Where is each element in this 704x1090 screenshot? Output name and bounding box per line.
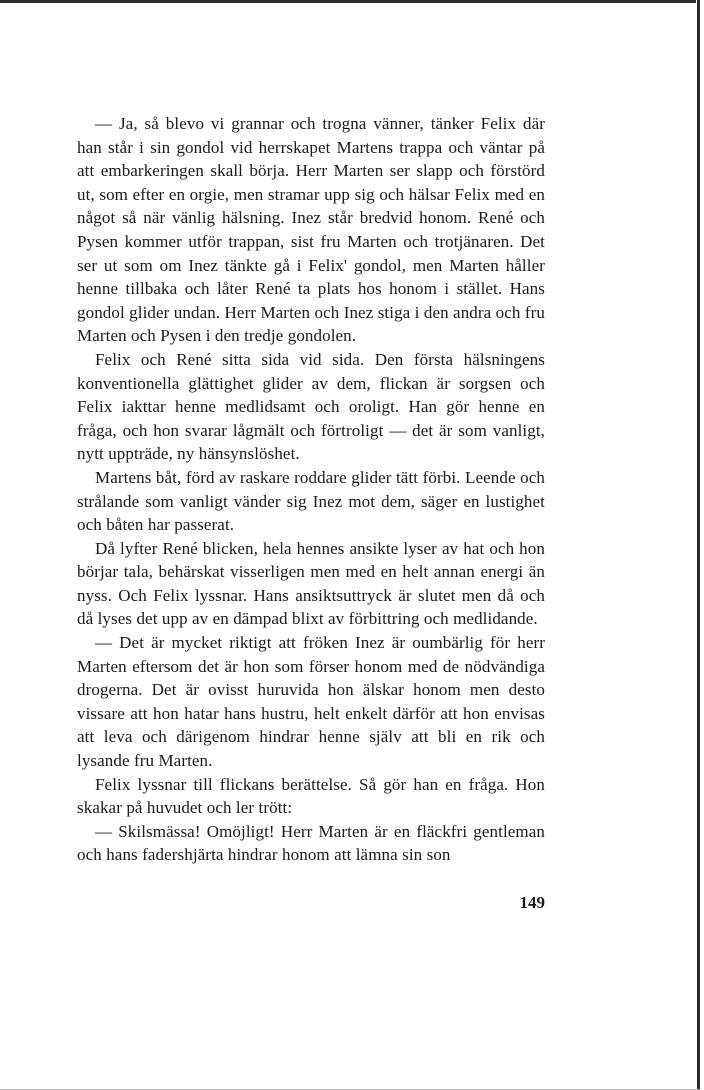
paragraph: Då lyfter René blicken, hela hennes ansikte lyser av hat och hon börjar tala, behärskat visserligen men med en helt annan energi än nyss. Och Felix lyssnar. Hans ansiktsuttryck är slutet men då och då lyses det upp av en dämpad blixt av förbittring och medlidande. bbox=[77, 538, 545, 629]
paragraph: Felix och René sitta sida vid sida. Den första hälsningens konventionella glättighet glider av dem, flickan är sorgsen och Felix iakttar henne medlidsamt och oroligt. Han gör henne en fråga, och hon svarar lågmält och förtroligt — det är som vanligt, nytt uppträde, ny hänsynslöshet. bbox=[77, 349, 545, 464]
paragraph: Felix lyssnar till flickans berättelse. Så gör han en fråga. Hon skakar på huvudet och ler trött: bbox=[77, 774, 545, 818]
body-text bbox=[77, 112, 545, 867]
paragraph: — Skilsmässa! Omöjligt! Herr Marten är en fläckfri gentleman och hans fadershjärta hindrar honom att lämna sin son bbox=[77, 821, 545, 865]
page-number: 149 bbox=[519, 893, 545, 912]
paragraph: — Det är mycket riktigt att fröken Inez är oumbärlig för herr Marten eftersom det är hon som förser honom med de nödvändiga drogerna. Det är ovisst huruvida hon älskar honom men desto vissare att hon hatar hans hustru, helt enkelt därför att hon envisas att leva och därigenom hindrar henne själv att bli en rik och lysande fru Marten. bbox=[77, 633, 545, 771]
paragraph: Martens båt, förd av raskare roddare glider tätt förbi. Leende och strålande som vanligt vänder sig Inez mot dem, säger en lustighet och båten har passerat. bbox=[77, 467, 545, 535]
page-edge-right bbox=[697, 0, 700, 1090]
page-edge-top bbox=[0, 0, 696, 3]
paragraph: — Ja, så blevo vi grannar och trogna vänner, tänker Felix där han står i sin gondol vid herrskapet Martens trappa och väntar på att embarkeringen skall börja. Herr Marten ser slapp och förstörd ut, som efter en orgie, men stramar upp sig och hälsar Felix med en något så när vänlig hälsning. Inez står bredvid honom. René och Pysen kommer utför trappan, sist fru Marten och trotjänaren. Det ser ut som om Inez tänkte gå i Felix' gondol, men Marten håller henne tillbaka och låter René ta plats hos honom i stället. Hans gondol glider undan. Herr Marten och Inez stiga i den andra och fru Marten och Pysen i den tredje gondolen. bbox=[77, 114, 545, 346]
